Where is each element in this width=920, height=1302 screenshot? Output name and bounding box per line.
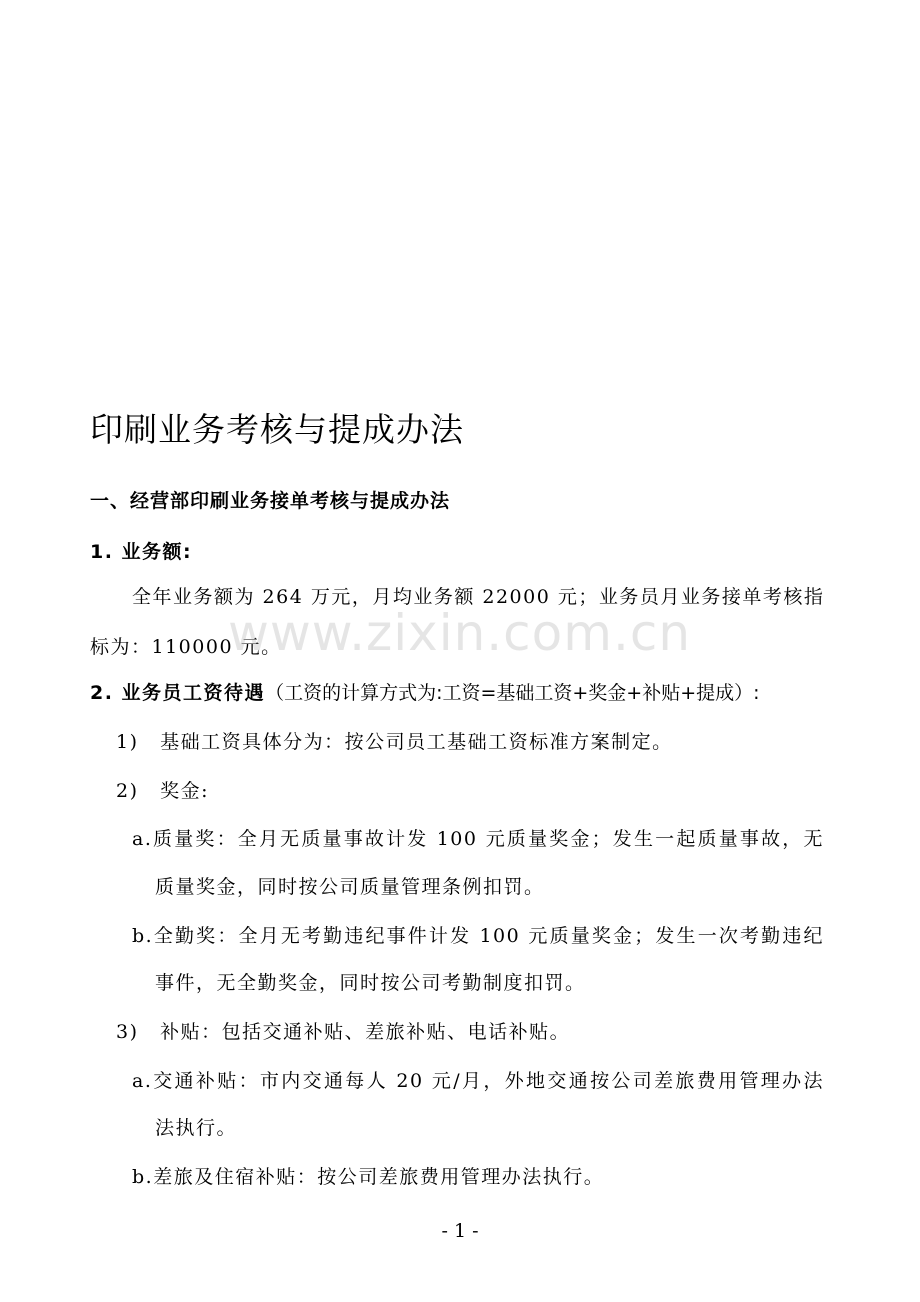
sub-item-2-text: 奖金: bbox=[160, 780, 209, 802]
section-heading: 一、经营部印刷业务接单考核与提成办法 bbox=[90, 490, 451, 512]
travel-allowance-label: b. bbox=[132, 1166, 154, 1188]
attendance-bonus-label: b. bbox=[132, 925, 154, 947]
attendance-bonus-line-2: 事件，无全勤奖金，同时按公司考勤制度扣罚。 bbox=[155, 972, 586, 994]
quality-bonus-text: 质量奖：全月无质量事故计发 100 元质量奖金；发生一起质量事故，无 bbox=[152, 828, 824, 850]
sub-item-3 bbox=[116, 1018, 570, 1046]
document-title: 印刷业务考核与提成办法 bbox=[90, 410, 464, 449]
item-1-paragraph-line-1: 全年业务额为 264 万元，月均业务额 22000 元；业务员月业务接单考核指 bbox=[132, 586, 825, 608]
sub-item-1-number: 1) bbox=[116, 731, 139, 753]
page-number: - 1 - bbox=[441, 1220, 479, 1242]
travel-allowance-text: 差旅及住宿补贴：按公司差旅费用管理办法执行。 bbox=[153, 1166, 605, 1188]
item-1-paragraph-line-2: 标为：110000 元。 bbox=[90, 636, 282, 658]
sub-item-1 bbox=[116, 728, 673, 756]
attendance-bonus-text: 全勤奖：全月无考勤违纪事件计发 100 元质量奖金；发生一次考勤违纪 bbox=[153, 925, 824, 947]
transport-allowance-text: 交通补贴：市内交通每人 20 元/月，外地交通按公司差旅费用管理办法 bbox=[152, 1070, 824, 1092]
item-2-line bbox=[90, 679, 760, 707]
attendance-bonus-line-1 bbox=[132, 922, 824, 950]
sub-item-1-text: 基础工资具体分为：按公司员工基础工资标准方案制定。 bbox=[160, 731, 673, 753]
sub-item-2-number: 2) bbox=[116, 780, 139, 802]
item-2-label: 2. 业务员工资待遇 bbox=[90, 682, 266, 704]
sub-item-3-number: 3) bbox=[116, 1021, 139, 1043]
transport-allowance-line-1 bbox=[132, 1067, 824, 1095]
quality-bonus-line-1 bbox=[132, 825, 824, 853]
transport-allowance-label: a. bbox=[132, 1070, 153, 1092]
travel-allowance-line bbox=[132, 1163, 604, 1191]
item-2-note: （工资的计算方式为:工资=基础工资+奖金+补贴+提成）: bbox=[265, 682, 760, 704]
quality-bonus-line-2: 质量奖金，同时按公司质量管理条例扣罚。 bbox=[155, 876, 545, 898]
watermark: www.zixin.com.cn bbox=[228, 604, 692, 662]
sub-item-2 bbox=[116, 777, 209, 805]
sub-item-3-text: 补贴：包括交通补贴、差旅补贴、电话补贴。 bbox=[160, 1021, 571, 1043]
transport-allowance-line-2: 法执行。 bbox=[155, 1117, 238, 1139]
quality-bonus-label: a. bbox=[132, 828, 153, 850]
item-1-label: 1. 业务额: bbox=[90, 541, 193, 563]
